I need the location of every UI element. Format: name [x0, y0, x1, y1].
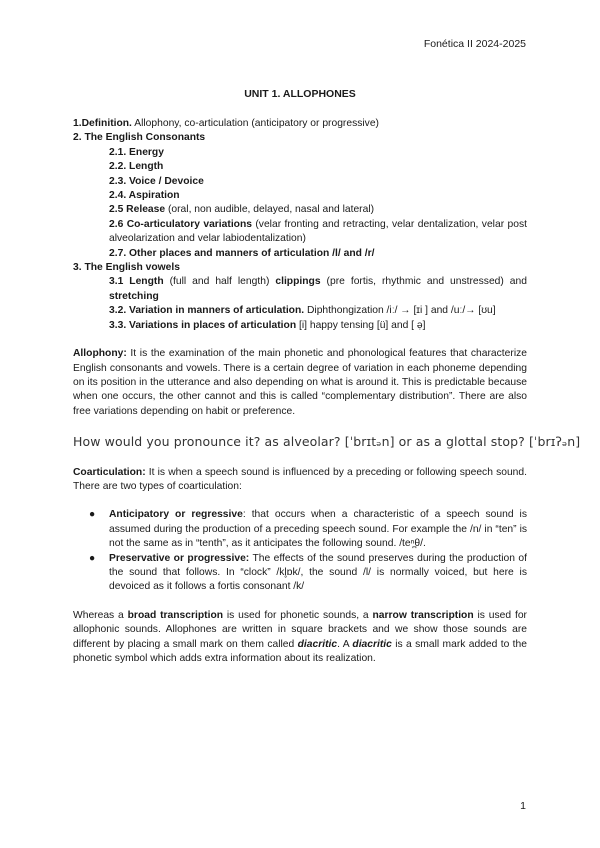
toc-item-3-2-label: 3.2. Variation in manners of articulation.: [109, 305, 305, 317]
bullet-icon: ●: [89, 509, 96, 521]
toc-item-3-3-label: 3.3. Variations in places of articulation: [109, 319, 297, 331]
list-item: [73, 508, 527, 551]
closing-text-3: is used for allophonic sounds. Allophones are written in square brackets and we show those sounds are different by placing a small mark on them called: [73, 609, 527, 650]
page-header: Fonética II 2024-2025: [423, 38, 526, 50]
document-body: [73, 117, 581, 666]
toc-item-2-7-label: 2.7. Other places and manners of articulation /l/ and /r/: [109, 247, 375, 259]
toc-item-2-4-label: 2.4. Aspiration: [109, 190, 180, 202]
toc-item-2-label: 2. The English Consonants: [73, 132, 206, 144]
toc-item-3-1-label: 3.1 Length: [109, 276, 164, 288]
closing-text-5: is a small mark added to the phonetic symbol which adds extra information about its realization.: [73, 638, 527, 664]
toc-item-2: [73, 131, 527, 145]
toc-item-2-6-label: 2.6 Co-articulatory variations: [109, 218, 252, 230]
bullet-label: Anticipatory or regressive: [109, 509, 243, 521]
coarticulation-paragraph: [73, 466, 527, 495]
toc-item-2-5: [73, 203, 527, 217]
toc-item-2-4: [73, 189, 527, 203]
closing-text-2: is used for phonetic sounds, a: [223, 609, 373, 621]
toc-item-1: [73, 117, 527, 131]
toc-item-3-1-stretching: stretching: [109, 290, 159, 302]
allophony-text: It is the examination of the main phonetic and phonological features that characterize English consonants and vowels. There is a certain degree of variation in each phoneme depending on its position in the utterance and also depending on what is around it. This is predictable because when one occurs, the other cannot and this is called “complementary distribution”. There are also free variations depending on habit or preference.: [73, 348, 527, 417]
list-item: [73, 552, 527, 595]
toc-item-2-6-text: (velar fronting and retracting, velar dentalization, velar post alveolarization and velar labiodentalization): [109, 218, 527, 245]
toc-item-3-1-text-b: (pre fortis, rhythmic and unstressed) and: [320, 276, 527, 288]
toc-item-3-1-clippings: clippings: [275, 276, 321, 288]
toc-item-2-5-text: (oral, non audible, delayed, nasal and lateral): [165, 204, 375, 216]
coarticulation-label: Coarticulation:: [73, 466, 146, 478]
toc-item-2-2-label: 2.2. Length: [109, 161, 164, 173]
toc-item-3-1: [73, 275, 527, 304]
bullet-text: The effects of the sound preserves during the production of the sound that follows. In “clock” /kl̥ɒk/, the sound /l/ is normally voiced, but here is devoiced as it follows a fortis consonant /k/: [109, 552, 527, 593]
toc-item-2-2: [73, 160, 527, 174]
toc-item-2-5-label: 2.5 Release: [109, 204, 166, 216]
toc-item-2-3-label: 2.3. Voice / Devoice: [109, 175, 204, 187]
coarticulation-types-list: [73, 508, 527, 594]
transcription-paragraph: [73, 609, 527, 667]
diacritic-term-2: diacritic: [352, 638, 392, 650]
allophony-paragraph: [73, 347, 527, 419]
toc-item-3-1-text-a: (full and half length): [163, 276, 276, 288]
toc-item-1-label: 1.Definition.: [73, 118, 132, 129]
coarticulation-text: It is when a speech sound is influenced by a preceding or following speech sound. There are two types of coarticulation:: [73, 466, 527, 492]
diacritic-term: diacritic: [297, 638, 338, 650]
toc-item-2-1-label: 2.1. Energy: [109, 146, 164, 158]
toc-item-2-6: [73, 218, 527, 247]
pronunciation-question: How would you pronounce it? as alveolar? [ˈbrɪtₔn] or as a glottal stop? [ˈbrɪʔₔn]: [73, 434, 581, 450]
toc-item-2-7: [73, 247, 527, 261]
bullet-label: Preservative or progressive:: [109, 552, 250, 564]
bullet-icon: ●: [89, 552, 96, 564]
toc-item-3-label: 3. The English vowels: [73, 262, 181, 274]
toc-item-2-1: [73, 146, 527, 160]
toc-item-3-3-text: [i] happy tensing [ü] and [ ə̣]: [296, 319, 426, 331]
toc-item-1-text: Allophony, co-articulation (anticipatory or progressive): [131, 118, 379, 129]
closing-text-1: Whereas a: [73, 609, 128, 621]
allophony-label: Allophony:: [73, 348, 127, 360]
closing-text-4: . A: [337, 638, 353, 650]
toc-item-3: [73, 261, 527, 275]
toc-item-3-2-text: Diphthongization /iː/ → [ɪi ] and /uː/→ [ʊu]: [304, 305, 496, 317]
toc-item-3-3: [73, 319, 527, 333]
broad-transcription-term: broad transcription: [127, 609, 224, 621]
page-number: 1: [520, 800, 526, 812]
unit-title: UNIT 1. ALLOPHONES: [244, 88, 356, 100]
toc-item-3-2: [73, 304, 527, 318]
toc-item-2-3: [73, 175, 527, 189]
bullet-text: : that occurs when a characteristic of a speech sound is assumed during the production of a preceding speech sound. For example the /n/ in “ten” is not the same as in “tenth”, as it anticipates the following sound. /teⁿ̪θ/.: [109, 509, 527, 550]
narrow-transcription-term: narrow transcription: [372, 609, 474, 621]
